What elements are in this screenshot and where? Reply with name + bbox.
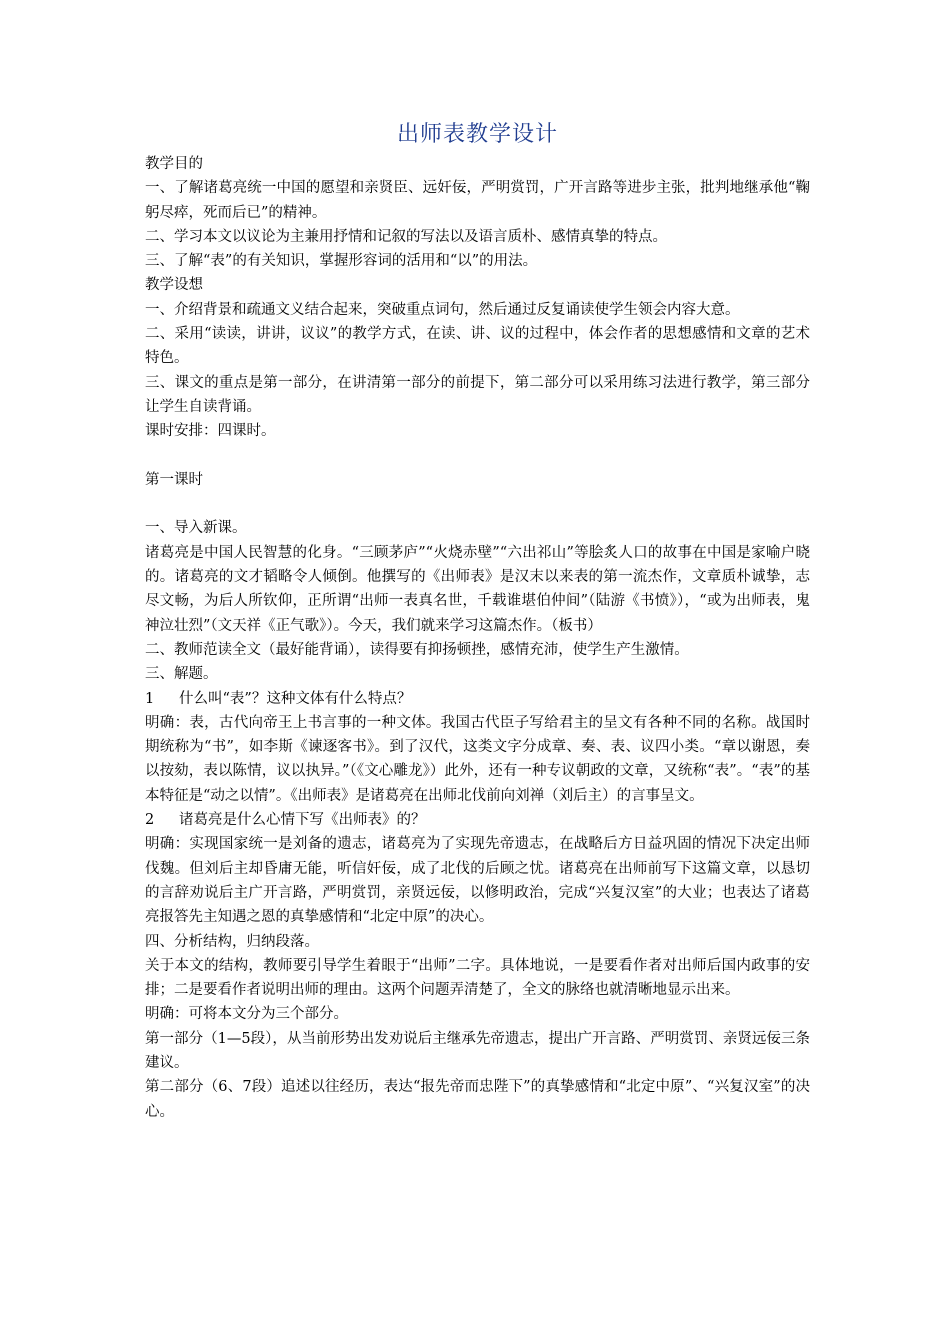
structure-heading: 四、分析结构，归纳段落。 xyxy=(145,933,319,950)
goal-item: 一、了解诸葛亮统一中国的愿望和亲贤臣、远奸佞，严明赏罚，广开言路等进步主张，批判地继承他“鞠躬尽瘁，死而后已”的精神。 xyxy=(145,180,810,221)
structure-paragraph: 关于本文的结构，教师要引导学生着眼于“出师”二字。具体地说，一是要看作者对出师后国内政事的安排；二是要看作者说明出师的理由。这两个问题弄清楚了，全文的脉络也就清晰地显示出来。 xyxy=(145,957,810,999)
intro-paragraph: 诸葛亮是中国人民智慧的化身。“三顾茅庐”“火烧赤壁”“六出祁山”等脍炙人口的故事在中国是家喻户晓的。诸葛亮的文才韬略令人倾倒。他撰写的《出师表》是汉末以来表的第一流杰作，文章质朴诚挚，志尽文畅，为后人所钦仰，正所谓“出师一表真名世，千载谁堪伯仲间”（陆游《书愤》），“或为出师表，鬼神泣壮烈”（文天祥《正气歌》）。今天，我们就来学习这篇杰作。（板书） xyxy=(145,544,810,634)
clarify-paragraph: 明确：可将本文分为三个部分。 xyxy=(145,1006,348,1023)
blank-line xyxy=(145,492,810,516)
document-page xyxy=(145,120,810,1124)
goals-heading: 教学目的 xyxy=(145,156,203,172)
question-2 xyxy=(145,808,810,832)
goal-item: 二、学习本文以议论为主兼用抒情和记叙的写法以及语言质朴、感情真挚的特点。 xyxy=(145,228,667,245)
part-2-paragraph: 第二部分（6、7段）追述以往经历，表达“报先帝而忠陛下”的真挚感情和“北定中原”、“兴复汉室”的决心。 xyxy=(145,1079,810,1120)
lesson-heading: 第一课时 xyxy=(145,471,203,488)
answer-1: 明确：表，古代向帝王上书言事的一种文体。我国古代臣子写给君主的呈文有各种不同的名称。战国时期统称为“书”，如李斯《谏逐客书》。到了汉代，这类文字分成章、奏、表、议四小类。“章以谢恩，奏以按劾，表以陈情，议以执异。”（《文心雕龙》）此外，还有一种专议朝政的文章，又统称“表”。“表”的基本特征是“动之以情”。《出师表》是诸葛亮在出师北伐前向刘禅（刘后主）的言事呈文。 xyxy=(145,714,810,804)
explain-heading: 三、解题。 xyxy=(145,666,218,683)
plan-item: 二、采用“读读，讲讲，议议”的教学方式，在读、讲、议的过程中，体会作者的思想感情和文章的艺术特色。 xyxy=(145,326,810,367)
schedule-text: 课时安排：四课时。 xyxy=(145,423,276,440)
intro-heading: 一、导入新课。 xyxy=(145,520,247,537)
answer-2: 明确：实现国家统一是刘备的遗志，诸葛亮为了实现先帝遗志，在战略后方日益巩固的情况下决定出师伐魏。但刘后主却昏庸无能，听信奸佞，成了北伐的后顾之忧。诸葛亮在出师前写下这篇文章，以恳切的言辞劝说后主广开言路，严明赏罚，亲贤远佞，以修明政治，完成“兴复汉室”的大业；也表达了诸葛亮报答先主知遇之恩的真挚感情和“北定中原”的决心。 xyxy=(145,836,810,926)
blank-line xyxy=(145,444,810,468)
question-1 xyxy=(145,687,810,711)
question-text: 诸葛亮是什么心情下写《出师表》的？ xyxy=(179,812,426,829)
part-1-paragraph: 第一部分（1—5段），从当前形势出发劝说后主继承先帝遗志，提出广开言路、严明赏罚、亲贤远佞三条建议。 xyxy=(145,1030,810,1071)
goal-item: 三、了解“表”的有关知识，掌握形容词的活用和“以”的用法。 xyxy=(145,253,538,270)
question-text: 什么叫“表”？这种文体有什么特点？ xyxy=(179,690,412,707)
question-number: 1 xyxy=(145,690,155,707)
plan-item: 一、介绍背景和疏通文义结合起来，突破重点词句，然后通过反复诵读使学生领会内容大意。 xyxy=(145,301,740,318)
plan-item: 三、课文的重点是第一部分，在讲清第一部分的前提下，第二部分可以采用练习法进行教学，第三部分让学生自读背诵。 xyxy=(145,374,810,415)
document-title: 出师表教学设计 xyxy=(396,122,558,147)
question-number: 2 xyxy=(145,812,155,829)
plan-heading: 教学设想 xyxy=(145,277,203,294)
reading-paragraph: 二、教师范读全文（最好能背诵），读得要有抑扬顿挫，感情充沛，使学生产生激情。 xyxy=(145,641,689,658)
